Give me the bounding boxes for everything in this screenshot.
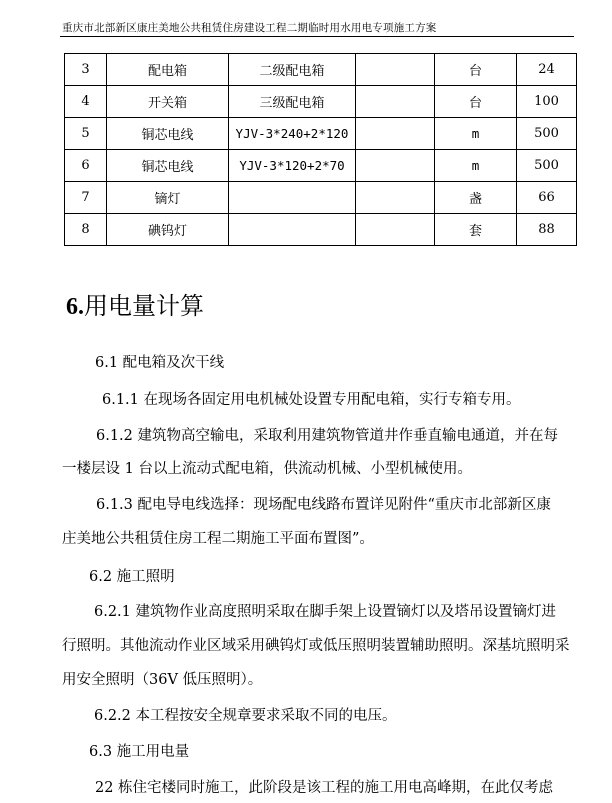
paragraph-line: 行照明。其他流动作业区域采用碘钨灯或低压照明装置辅助照明。深基坑照明采 <box>62 638 570 654</box>
table-cell: 66 <box>517 182 577 214</box>
table-cell: 4 <box>65 86 107 118</box>
paragraph-line: 6.2.2 本工程按安全规章要求采取不同的电压。 <box>94 708 397 724</box>
table-cell: 开关箱 <box>107 86 229 118</box>
table-cell: 盏 <box>435 182 517 214</box>
table-cell: 3 <box>65 54 107 86</box>
table-row <box>65 118 577 150</box>
table-cell: 配电箱 <box>107 54 229 86</box>
paragraph-line: 用安全照明（36V 低压照明）。 <box>62 672 263 688</box>
table-cell: 7 <box>65 182 107 214</box>
table-cell: m <box>435 118 517 150</box>
subsection-heading: 6.1 配电箱及次干线 <box>95 355 225 371</box>
table-cell <box>356 86 435 118</box>
page-header: 重庆市北部新区康庄美地公共租赁住房建设工程二期临时用水用电专项施工方案 <box>62 22 437 34</box>
table-row <box>65 54 577 86</box>
section-number: 6. <box>66 294 84 320</box>
table-cell <box>356 118 435 150</box>
table-cell: 6 <box>65 150 107 182</box>
table-cell: 500 <box>517 150 577 182</box>
table-cell: YJV-3*240+2*120 <box>229 118 356 150</box>
table-cell: 套 <box>435 214 517 246</box>
table-cell: 24 <box>517 54 577 86</box>
table-cell: 台 <box>435 54 517 86</box>
table-cell <box>356 54 435 86</box>
paragraph-line: 一楼层设 1 台以上流动式配电箱，供流动机械、小型机械使用。 <box>62 461 472 477</box>
table-cell: 8 <box>65 214 107 246</box>
table-cell: 500 <box>517 118 577 150</box>
table-cell <box>229 182 356 214</box>
table-cell: 碘钨灯 <box>107 214 229 246</box>
table-cell: 5 <box>65 118 107 150</box>
paragraph-line: 6.2.1 建筑物作业高度照明采取在脚手架上设置镝灯以及塔吊设置镝灯进 <box>94 604 557 620</box>
equipment-table <box>64 53 577 246</box>
table-row <box>65 150 577 182</box>
paragraph-line: 庄美地公共租赁住房工程二期施工平面布置图”。 <box>62 531 374 547</box>
table-cell: 台 <box>435 86 517 118</box>
table-cell: m <box>435 150 517 182</box>
table-cell: 三级配电箱 <box>229 86 356 118</box>
table-row <box>65 214 577 246</box>
table-cell: 二级配电箱 <box>229 54 356 86</box>
paragraph-line: 6.1.1 在现场各固定用电机械处设置专用配电箱，实行专箱专用。 <box>102 392 521 408</box>
subsection-heading: 6.2 施工照明 <box>89 569 175 585</box>
table-cell: YJV-3*120+2*70 <box>229 150 356 182</box>
paragraph-line: 6.1.3 配电导电线选择：现场配电线路布置详见附件“重庆市北部新区康 <box>96 497 551 513</box>
table-cell <box>356 150 435 182</box>
table-cell: 88 <box>517 214 577 246</box>
paragraph-line: 22 栋住宅楼同时施工，此阶段是该工程的施工用电高峰期，在此仅考虑 <box>95 780 554 796</box>
table-row <box>65 182 577 214</box>
section-title: 用电量计算 <box>84 292 204 320</box>
section-heading <box>66 286 204 321</box>
table-cell: 铜芯电线 <box>107 118 229 150</box>
table-cell: 镝灯 <box>107 182 229 214</box>
header-rule <box>60 36 574 37</box>
table-row <box>65 86 577 118</box>
table-cell <box>229 214 356 246</box>
table-cell <box>356 182 435 214</box>
table-cell: 100 <box>517 86 577 118</box>
table-cell: 铜芯电线 <box>107 150 229 182</box>
subsection-heading: 6.3 施工用电量 <box>89 744 190 760</box>
paragraph-line: 6.1.2 建筑物高空输电，采取利用建筑物管道井作垂直输电通道，并在每 <box>96 428 559 444</box>
table-cell <box>356 214 435 246</box>
